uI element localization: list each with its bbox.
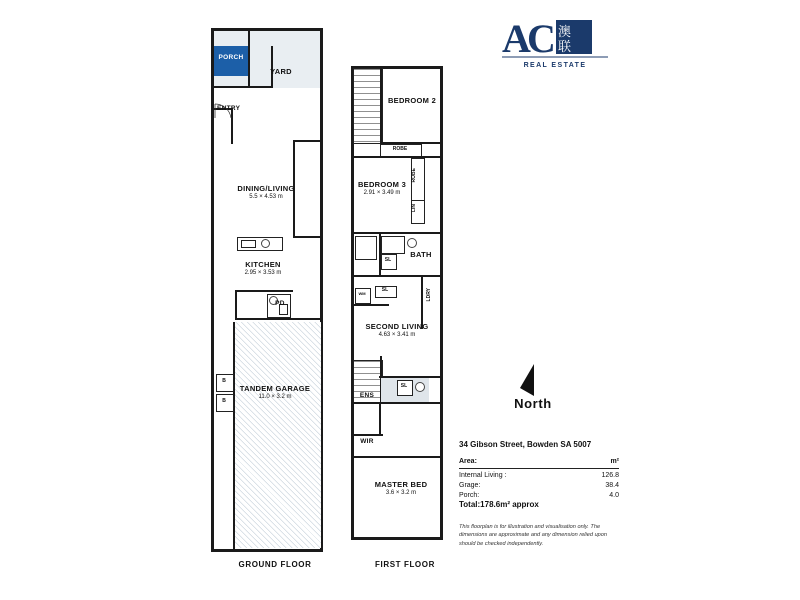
room-dim-dining-living: 5.5 × 4.53 m [249,194,283,201]
second-living-robe-label: SL [381,287,389,293]
wall-porch-bottom [211,86,273,88]
laundry-label: LDRY [426,288,432,302]
washing-machine-label: WM [358,291,366,296]
ff-wall-wir-bottom [353,434,383,436]
area-row-label: Internal Living : [459,472,507,480]
kitchen-sink [241,240,256,248]
area-row-label: Grage: [459,482,481,490]
ff-wall-bed3-top [353,156,443,158]
first-floor-caption: FIRST FLOOR [375,560,435,569]
stair-upper [353,68,383,144]
room-dim-second-living: 4.63 × 3.41 m [378,332,416,339]
room-label-ens: ENS [359,392,375,399]
wall-garage-left [233,322,235,550]
room-label-yard: YARD [270,67,292,76]
room-dim-bedroom-3: 2.91 × 3.49 m [363,190,401,197]
area-total: Total:178.6m² approx [459,500,539,509]
first-floor-plan [345,60,455,550]
brand-subtitle: REAL ESTATE [523,62,587,69]
bath-shower-label: SL [384,257,392,263]
svg-text:C: C [527,16,556,61]
room-label-second-living: SECOND LIVING 4.63 × 3.41 m [353,322,441,340]
area-row-value: 4.0 [609,492,619,500]
kitchen-hotplate-icon [261,239,270,248]
ff-wall-ens-top [379,376,443,378]
area-row-garage [459,481,619,491]
room-label-bedroom-3: BEDROOM 3 2.91 × 3.49 m [353,180,411,198]
ff-wall-right [440,66,443,540]
ground-floor-plan [205,22,325,552]
ens-shower-label: SL [400,383,408,389]
garage-store-2-label: B [222,398,226,404]
garage-store-1-label: B [222,378,226,384]
area-row-value: 126.8 [601,472,619,480]
wall-living-bottom [293,236,321,238]
room-label-entry: ENTRY [217,105,241,112]
room-label-master-bed: MASTER BED 3.6 × 3.2 m [363,480,439,498]
bath-cupboard [355,236,377,260]
room-label-bath: BATH [410,250,432,259]
bath-basin-icon [407,238,417,248]
disclaimer-text: This floorplan is for illustration and visualisation only. The dimensions are approximate and any dimension relied upon should be checked independently. [459,524,608,547]
bath-tub [381,236,405,254]
room-label-bedroom-2: BEDROOM 2 [387,96,437,105]
area-row-internal-living [459,471,619,481]
ens-basin-icon [415,382,425,392]
ff-wall-bath-top [353,232,443,234]
wall-top [211,28,323,31]
area-table-header-label: Area: [459,458,477,465]
room-dim-tandem-garage: 11.0 × 3.2 m [258,394,292,401]
robe-bed2-label: ROBE [392,146,408,152]
room-label-pd: PD [275,300,285,307]
wall-pd-bottom [235,318,323,320]
svg-text:A: A [502,16,531,61]
room-dim-kitchen: 2.95 × 3.53 m [244,270,282,277]
brand-logo [500,14,610,76]
ff-wall-bottom [351,537,443,540]
area-row-label: Porch: [459,492,480,500]
wall-living-top [293,140,321,142]
linen-label: LIN [411,204,417,213]
north-label: North [514,396,552,411]
ff-wall-ldry-bottom [353,304,389,306]
robe-bed3-label: ROBE [411,168,417,183]
room-label-kitchen: KITCHEN 2.95 × 3.53 m [227,260,299,278]
wall-pd-top [235,290,293,292]
area-table-header [459,457,619,469]
ff-wall-wir-right [379,404,381,436]
wall-bottom [211,549,323,552]
area-table [459,457,619,502]
room-label-tandem-garage: TANDEM GARAGE 11.0 × 3.2 m [227,384,323,402]
room-label-dining-living: DINING/LIVING 5.5 × 4.53 m [223,184,309,202]
area-row-value: 38.4 [605,482,619,490]
room-dim-master-bed: 3.6 × 3.2 m [385,490,417,497]
ground-floor-caption: GROUND FLOOR [238,560,312,569]
ff-wall-living-bottom [353,402,443,404]
svg-text:澳: 澳 [558,25,572,40]
ff-wall-master-top [353,456,443,458]
room-label-wir: WIR [360,438,374,445]
area-table-header-unit: m² [610,458,619,465]
ff-wall-bath-bottom [353,275,443,277]
wall-pd-left [235,290,237,320]
logo-icon [500,14,610,64]
property-address: 34 Gibson Street, Bowden SA 5007 [459,440,592,449]
north-arrow-icon [518,362,552,398]
svg-text:联: 联 [558,40,572,55]
ff-wall-stair-right [380,68,382,144]
garage-hatch [235,322,321,548]
room-label-porch: PORCH [218,54,244,61]
